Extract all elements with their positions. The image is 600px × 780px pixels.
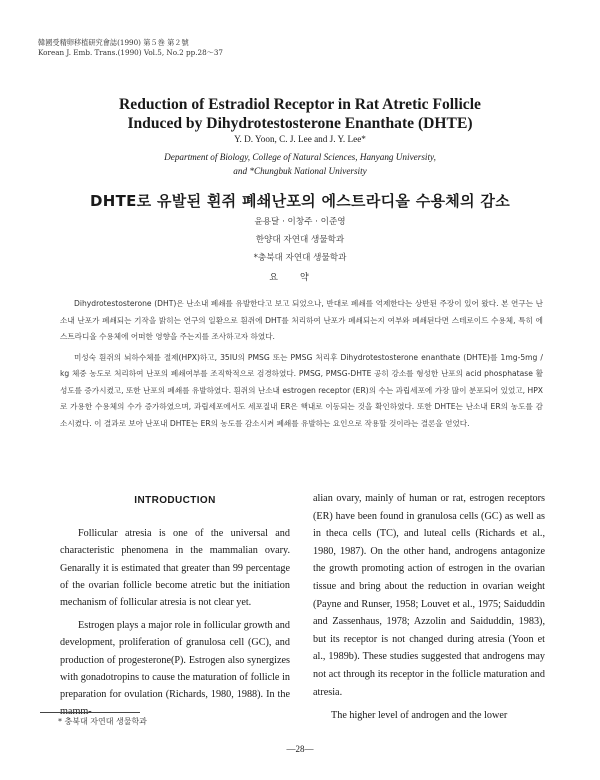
left-column	[60, 492, 290, 726]
title-line-1: Reduction of Estradiol Receptor in Rat Atretic Follicle	[119, 96, 481, 113]
korean-authors: 윤용달 · 이창주 · 이준영	[254, 217, 346, 227]
introduction-heading: INTRODUCTION	[134, 495, 216, 506]
intro-paragraph-3: alian ovary, mainly of human or rat, estrogen receptors (ER) have been found in granulosa cells (GC) as well as in theca cells (TC), and luteal cells (Richards et al., 1980, 1987). On the other hand, androgens antagonize the growth promoting action of estrogen in the ovarian tissue and bring about the reduction in ovarian weight (Payne and Runser, 1958; Louvet et al., 1975; Saiduddin and Zassenhaus, 1978; Azzolin and Saiduddin, 1983), but its receptor is not changed during atresia (Yoon et al., 1989b). These studies suggested that androgens may not act through its receptor in the follicle maturation and atresia.	[313, 493, 545, 698]
intro-paragraph-4: The higher level of androgen and the lower	[331, 710, 508, 722]
affiliation-line-1: Department of Biology, College of Natural Sciences, Hanyang University,	[164, 152, 436, 162]
affiliation	[40, 150, 560, 178]
intro-paragraph-2: Estrogen plays a major role in follicular growth and development, proliferation of granulosa cell (GC), and production of progesterone(P). Estrogen also synergizes with gonadotropins to cause the maturation of follicle in preparation for ovulation (Richards, 1980, 1988). In the mamm-	[60, 620, 290, 718]
footnote-rule	[40, 712, 140, 713]
abstract-paragraph-1: Dihydrotestosterone (DHT)은 난소내 폐쇄를 유발한다고 보고 되었으나, 반대로 폐쇄를 억제한다는 상반된 주장이 있어 왔다. 본 연구는 난소내 난포가 폐쇄되는 기작을 밝히는 연구의 일환으로 흰쥐에 DHT를 처리하여 난포가 폐쇄되는지 여부와 폐쇄된다면 스테로이드 수용체, 특히 에스트라디올 수용체에 어떠한 영향을 주는지를 조사하고자 하였다.	[60, 299, 544, 341]
journal-line-korean: 韓國受精卵移植研究會誌(1990) 第５巻 第２號	[38, 38, 189, 47]
affiliation-line-2: and *Chungbuk National University	[233, 166, 367, 176]
intro-paragraph-1: Follicular atresia is one of the universal and characteristic phenomena in the mammalian ovary. Genarally it is estimated that greater than 99 percentage of the ovarian follicle become atretic but the initiation mechanism of follicular atresia is not clear yet.	[60, 528, 290, 609]
korean-abstract	[60, 296, 543, 436]
page-number: —28—	[286, 744, 314, 754]
korean-affiliation-1: 한양대 자연대 생물학과	[255, 235, 345, 245]
journal-header	[38, 38, 223, 58]
journal-line-english: Korean J. Emb. Trans.(1990) Vol.5, No.2 pp.28～37	[38, 48, 223, 57]
korean-title: DHTE로 유발된 흰쥐 폐쇄난포의 에스트라디올 수용체의 감소	[90, 192, 510, 210]
footnote: * 충북대 자연대 생물학과	[58, 717, 147, 726]
authors: Y. D. Yoon, C. J. Lee and J. Y. Lee*	[234, 134, 366, 144]
korean-author-block	[40, 213, 560, 267]
right-column	[313, 490, 545, 731]
paper-title	[40, 95, 560, 133]
title-line-2: Induced by Dihydrotestosterone Enanthate (DHTE)	[127, 115, 473, 132]
abstract-paragraph-2: 미성숙 흰쥐의 뇌하수체를 절제(HPX)하고, 35IU의 PMSG 또는 PMSG 처리후 Dihydrotestosterone enanthate (DHTE)를 1mg-5mg / kg 체중 농도로 처리하여 난포의 폐쇄여부를 조직학적으로 검경하였다. PMSG, PMSG-DHTE 공히 강소를 형성한 난포의 acid phosphatase 활성도를 증가시켰고, 또한 난포의 폐쇄를 유발하였다. 흰쥐의 난소내 estrogen receptor (ER)의 수는 과립세포에 가장 많이 분포되어 있었고, HPX로 가용한 수용체의 수가 증가하였으며, 과립세포에서도 세포질내 ER은 핵내로 이동되는 것을 확인하였다. 또한 DHTE는 난소내 ER의 농도를 감소시켰다. 이 결과로 보아 난포내 DHTE는 ER의 농도를 감소시켜 폐쇄를 유발하는 요인으로 작용할 것이라는 결론을 얻었다.	[60, 352, 543, 428]
korean-affiliation-2: *충북대 자연대 생물학과	[253, 253, 347, 263]
abstract-heading: 요약	[269, 273, 331, 283]
